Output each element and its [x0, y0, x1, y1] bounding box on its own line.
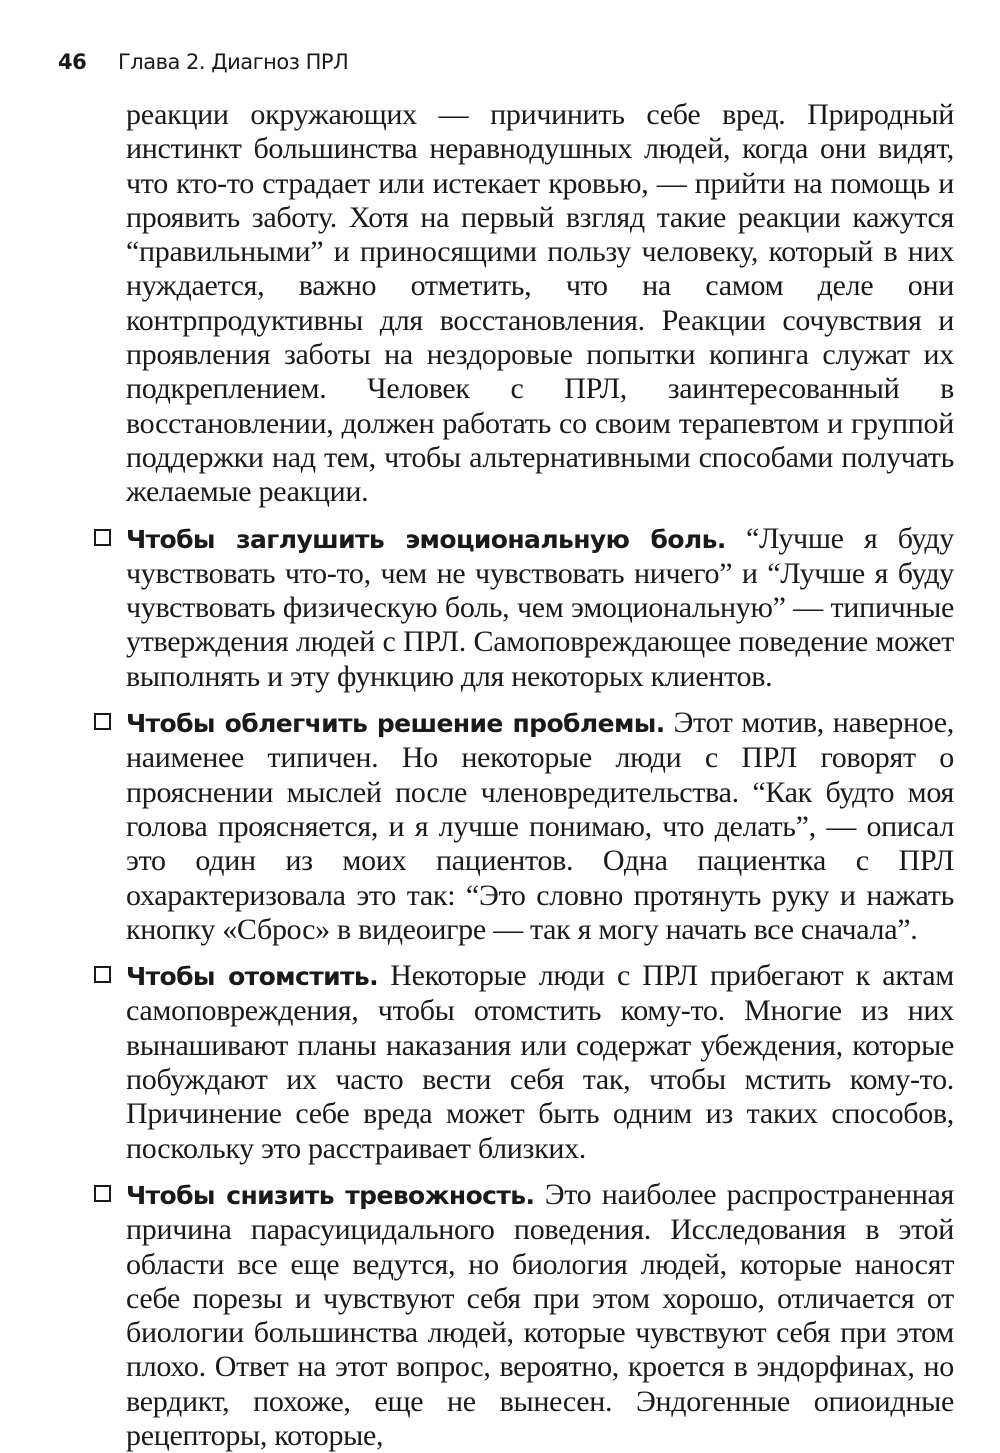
- list-item-body: Это наиболее распространенная причина парасуицидального поведения. Исследования в этой области все еще ведутся, но биология людей, которые наносят себе порезы и чувствуют себя при этом хорошо, отличается от биологии большинства людей, которые чувствуют себя при этом плохо. Ответ на этот вопрос, вероятно, кроется в эндорфинах, но вердикт, похоже, еще не вынесен. Эндогенные опиоидные рецепторы, которые,: [126, 1177, 954, 1452]
- list-item-lead: Чтобы облегчить решение проблемы.: [126, 709, 665, 739]
- list-item: [126, 959, 954, 1166]
- list-item-text: [126, 522, 954, 694]
- chapter-title: Глава 2. Диагноз ПРЛ: [118, 50, 349, 74]
- list-item-body: Этот мотив, наверное, наименее типичен. Но некоторые люди с ПРЛ говорят о прояснении мыслей после членовредительства. “Как будто моя голова проясняется, и я лучше понимаю, что делать”, — описал это один из моих пациентов. Одна пациентка с ПРЛ охарактеризовала это так: “Это словно протянуть руку и нажать кнопку «Сброс» в видеоигре — так я могу начать все сначала”.: [126, 706, 955, 946]
- list-item-lead: Чтобы заглушить эмоциональную боль.: [126, 524, 726, 554]
- intro-paragraph: реакции окружающих — причинить себе вред. Природный инстинкт большинства неравнодушных людей, когда они видят, что кто-то страдает или истекает кровью, — прийти на помощь и проявить заботу. Хотя на первый взгляд такие реакции кажутся “правильными” и приносящими пользу человеку, который в них нуждается, важно отметить, что на самом деле они контрпродуктивны для восстановления. Реакции сочувствия и проявления заботы на нездоровые попытки копинга служат их подкреплением. Человек с ПРЛ, заинтересованный в восстановлении, должен работать со своим терапевтом и группой поддержки над тем, чтобы альтернативными способами получать желаемые реакции.: [126, 98, 954, 509]
- list-item: [126, 522, 954, 694]
- list-item-lead: Чтобы отомстить.: [126, 962, 379, 992]
- running-head: [58, 50, 348, 74]
- list-item-body: “Лучше я буду чувствовать что-то, чем не чувствовать ничего” и “Лучше я буду чувствовать физическую боль, чем эмоциональную” — типичные утверждения людей с ПРЛ. Самоповреждающее поведение может выполнять и эту функцию для некоторых клиентов.: [126, 521, 954, 693]
- list-item-body: Некоторые люди с ПРЛ прибегают к актам самоповреждения, чтобы отомстить кому-то. Многие из них вынашивают планы наказания или содержат убеждения, которые побуждают их часто вести себя так, чтобы мстить кому-то. Причинение себе вреда может быть одним из таких способов, поскольку это расстраивает близких.: [126, 959, 954, 1165]
- list-item: [126, 1178, 954, 1453]
- list-item-text: [126, 959, 954, 1166]
- checkbox-icon: [94, 966, 111, 983]
- checkbox-icon: [94, 713, 111, 730]
- list-item: [126, 706, 954, 947]
- checkbox-icon: [94, 529, 111, 546]
- list-item-text: [126, 706, 954, 947]
- checkbox-icon: [94, 1185, 111, 1202]
- body-text: [126, 98, 954, 1453]
- page-number: 46: [58, 50, 87, 74]
- list-item-lead: Чтобы снизить тревожность.: [126, 1180, 535, 1210]
- list-item-text: [126, 1178, 954, 1453]
